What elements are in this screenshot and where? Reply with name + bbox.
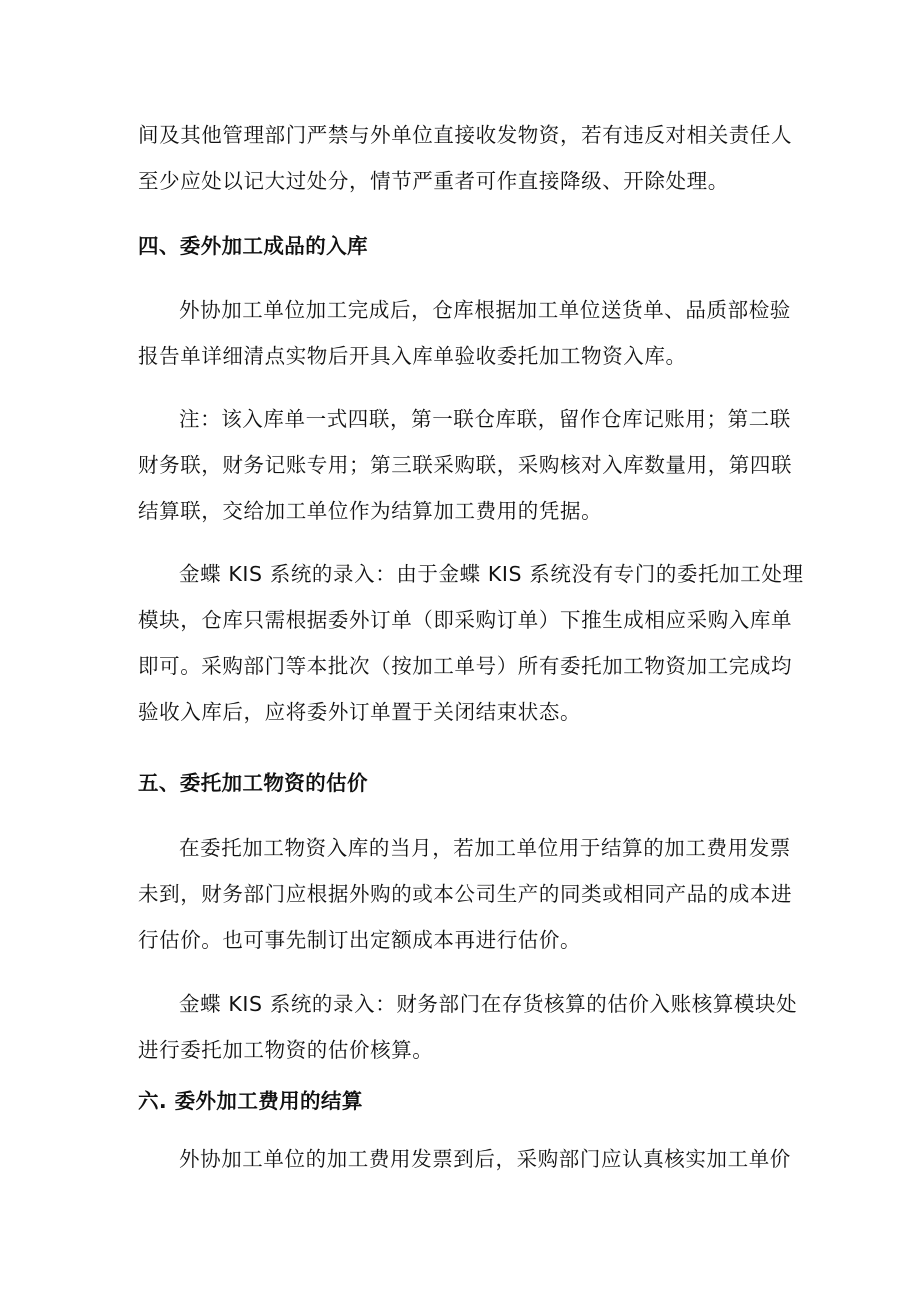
settlement-line-1: 外协加工单位的加工费用发票到后，采购部门应认真核实加工单价 [179, 1147, 791, 1171]
note-line-3: 结算联，交给加工单位作为结算加工费用的凭据。 [138, 499, 603, 523]
section-heading-5: 五、委托加工物资的估价 [138, 771, 368, 795]
body-line-2: 至少应处以记大过处分，情节严重者可作直接降级、开除处理。 [138, 169, 729, 193]
kis-entry-line-3: 即可。采购部门等本批次（按加工单号）所有委托加工物资加工完成均 [138, 654, 793, 678]
kis-entry-line-1: 金蝶 KIS 系统的录入：由于金蝶 KIS 系统没有专门的委托加工处理 [179, 562, 804, 586]
section-heading-6: 六. 委外加工费用的结算 [138, 1089, 363, 1113]
note-line-1: 注：该入库单一式四联，第一联仓库联，留作仓库记账用；第二联 [179, 407, 791, 431]
section-heading-4: 四、委外加工成品的入库 [138, 234, 368, 258]
valuation-kis-line-2: 进行委托加工物资的估价核算。 [138, 1038, 434, 1062]
valuation-kis-line-1: 金蝶 KIS 系统的录入：财务部门在存货核算的估价入账核算模块处 [179, 992, 798, 1016]
body-line-1: 间及其他管理部门严禁与外单位直接收发物资，若有违反对相关责任人 [138, 123, 793, 147]
body-line-4: 报告单详细清点实物后开具入库单验收委托加工物资入库。 [138, 344, 687, 368]
valuation-line-1: 在委托加工物资入库的当月，若加工单位用于结算的加工费用发票 [179, 836, 791, 860]
kis-entry-line-4: 验收入库后，应将委外订单置于关闭结束状态。 [138, 700, 582, 724]
body-line-3: 外协加工单位加工完成后，仓库根据加工单位送货单、品质部检验 [179, 298, 791, 322]
valuation-line-3: 行估价。也可事先制订出定额成本再进行估价。 [138, 928, 582, 952]
valuation-line-2: 未到，财务部门应根据外购的或本公司生产的同类或相同产品的成本进 [138, 882, 793, 906]
note-line-2: 财务联，财务记账专用；第三联采购联，采购核对入库数量用，第四联 [138, 453, 793, 477]
kis-entry-line-2: 模块，仓库只需根据委外订单（即采购订单）下推生成相应采购入库单 [138, 608, 793, 632]
